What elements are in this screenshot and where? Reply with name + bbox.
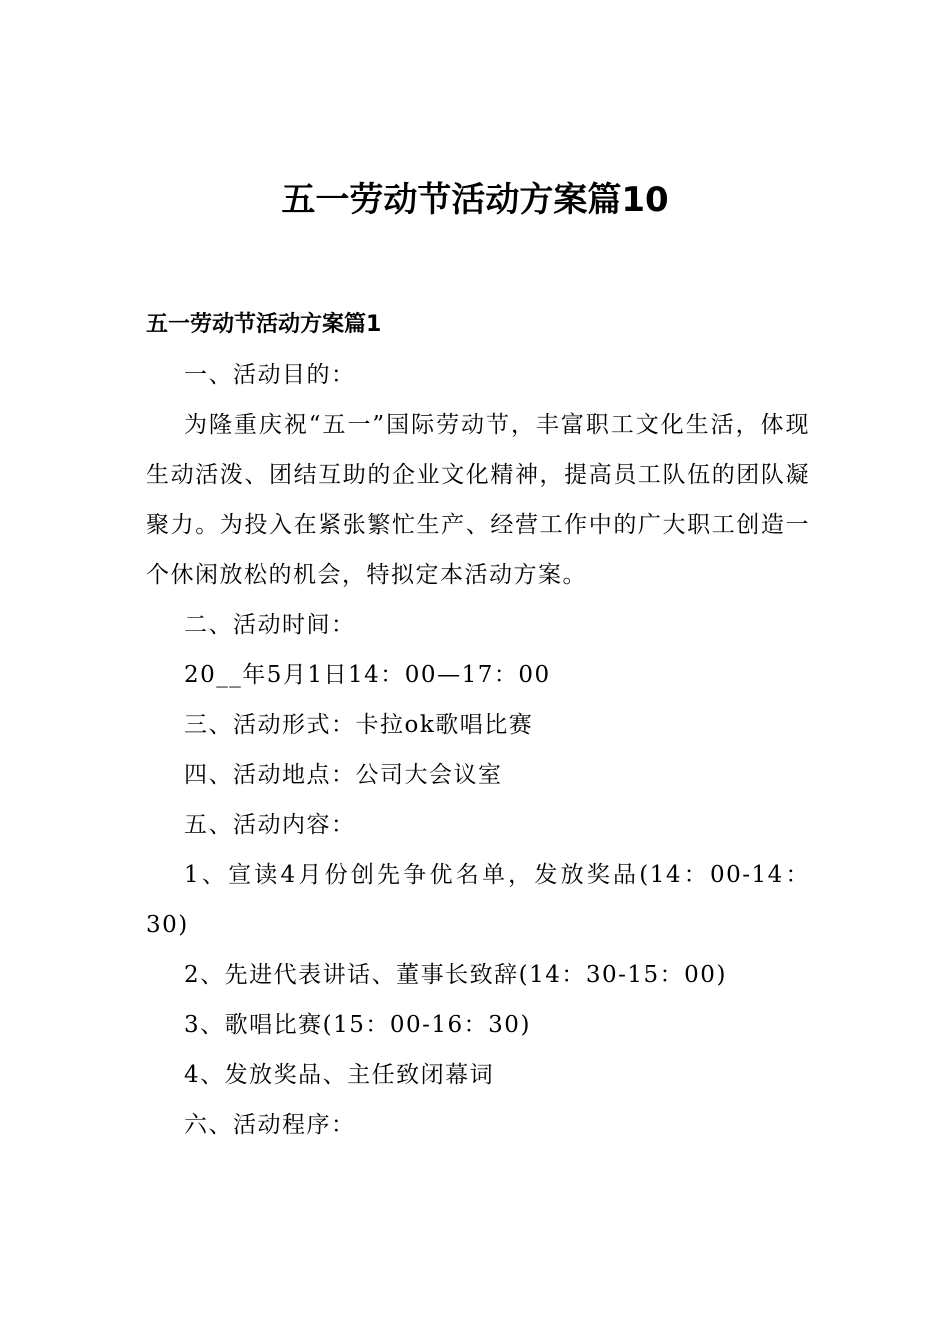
document-body: [146, 300, 810, 1150]
paragraph-content-item-3: 3、歌唱比赛(15：00-16：30): [184, 1012, 531, 1038]
paragraph-location: 四、活动地点：公司大会议室: [184, 762, 503, 788]
paragraph-purpose-heading: 一、活动目的：: [184, 362, 356, 388]
section-heading: 五一劳动节活动方案篇1: [146, 312, 382, 337]
paragraph-content-item-2: 2、先进代表讲话、董事长致辞(14：30-15：00): [184, 962, 727, 988]
paragraph-time-heading: 二、活动时间：: [184, 612, 356, 638]
paragraph-time-value: 20__年5月1日14：00—17：00: [184, 662, 551, 688]
document-title: 五一劳动节活动方案篇10: [281, 179, 669, 220]
paragraph-content-item-4: 4、发放奖品、主任致闭幕词: [184, 1062, 495, 1088]
paragraph-content-heading: 五、活动内容：: [184, 812, 356, 838]
paragraph-purpose-text: 为隆重庆祝“五一”国际劳动节，丰富职工文化生活，体现生动活泼、团结互助的企业文化精神，提高员工队伍的团队凝聚力。为投入在紧张繁忙生产、经营工作中的广大职工创造一个休闲放松的机会，特拟定本活动方案。: [146, 412, 810, 588]
paragraph-content-item-1: 1、宣读4月份创先争优名单，发放奖品(14：00-14：30): [146, 862, 810, 938]
paragraph-format: 三、活动形式：卡拉ok歌唱比赛: [184, 712, 534, 738]
paragraph-procedure-heading: 六、活动程序：: [184, 1112, 356, 1138]
